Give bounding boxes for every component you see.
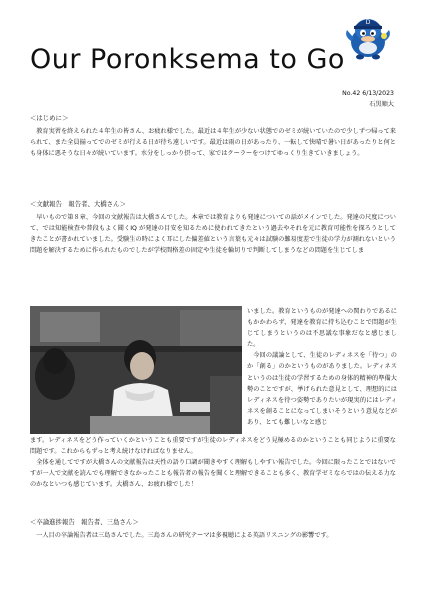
newsletter-title: Our Poronksema to Go <box>30 44 345 76</box>
svg-text:D: D <box>365 19 371 26</box>
mascot-logo <box>340 8 396 64</box>
progress-heading: ＜卒論進捗報告 報告者、三島さん＞ <box>30 518 139 526</box>
report-paragraph-bottom: ます。レディネスをどう作っていくかということも重要ですが生徒のレディネスをどう見極めるのかということも同じように重要な問題です。これからもずっと考え続けなければなりません。 全体を通してですが大橋さんの文献報告は天性の語り口調が聞きやすく理解もしやすい報告でした。今回に限ったことではないですが一人で文献を読んでも理解できなかったことも報告者の報告を聞くと理解できることも多く、教育学ゼミならではの伝える力なのかなといつも感じています。大橋さん、お疲れ様でした！ <box>30 437 396 489</box>
classroom-photo <box>30 306 242 434</box>
issue-number: No.42 6/13/2023 <box>342 90 394 97</box>
intro-heading: ＜はじめに＞ <box>30 114 69 122</box>
author-name: 石黒順大 <box>369 101 394 108</box>
intro-paragraph: 教育実習を終えられた４年生の皆さん、お疲れ様でした。最近は４年生が少ない状態でのゼミが続いていたので少しずつ帰って来られて、また全員揃ってでのゼミが行える日が待ち遠しいです。最近は雨の日があったり、一転して快晴で暑い日があったりと何とも身体に悪そうな日々が続いています。水分をしっかり摂って、家ではクーラーをつけてゆっくり生きていきましょう。 <box>30 128 396 158</box>
progress-paragraph: 一人目の卒論報告者は三島さんでした。三島さんの研究テーマは多視聴による英語リスニングの影響です。 <box>30 532 333 539</box>
report-paragraph-right: いました。教育というものが発達への関わりであるにもかかわらず、発達を教育に持ち込むことで問題が生じてしまうというのは不思議な事象だなと感じました。 今回の議論として、生徒のレディネスを「待つ」のか「創る」のかというものがありました。レディネスというのは生徒の学習するための身体的精神的準備大勢のことですが、挙げられた意見として、理想的にはレディネスを待つ姿勢でありたいが現実的にはレディネスを創ることになってしまいそうという意見などがあり、とても難しいなと感じ <box>247 308 397 426</box>
issue-info <box>342 88 394 110</box>
report-heading: ＜文献報告 報告者、大橋さん＞ <box>30 200 126 208</box>
report-paragraph-top: 早いもので第８章、今回の文献報告は大橋さんでした。本章では教育よりも発達についての話がメインでした。発達の尺度について、では知能検査や普段もよく聞くIQ が発達の目安を知るために使われてきたという過去やそれを元に教育可能性を探ろうとしてきたことが書かれていました。受験生の時によく耳にした偏差値という言葉も元々は試験の難易度差で生徒の学力が測れないという問題を解決するために作られたものでしたが学校間格差の固定や生徒を輪切りで判断してしまうなどの問題を生じてしま <box>30 214 396 255</box>
